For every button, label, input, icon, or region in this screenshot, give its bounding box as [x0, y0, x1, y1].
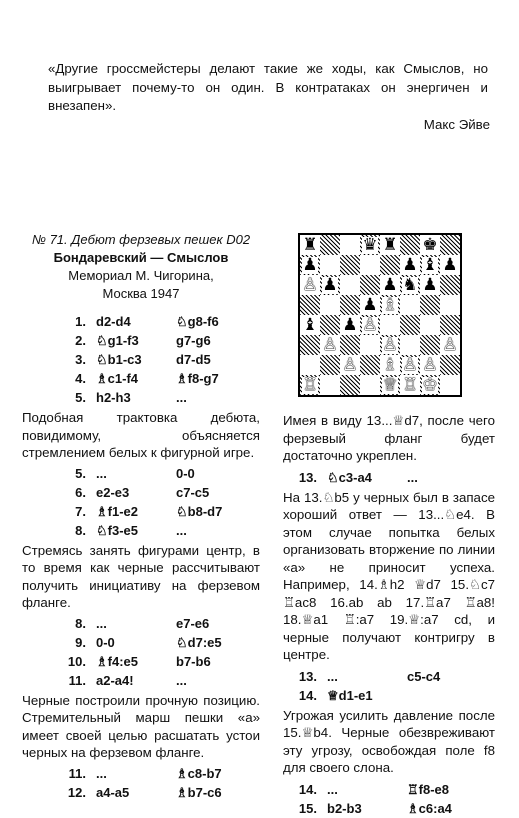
black-move: ♗b7-c6 [176, 784, 222, 800]
board-square [380, 315, 400, 335]
move-number: 13. [298, 668, 317, 684]
chess-piece [420, 375, 440, 395]
chess-piece-glyph: ♛ [362, 235, 378, 255]
move-row [58, 521, 296, 540]
move-number: 5. [75, 390, 86, 405]
moves-block-a [58, 312, 296, 407]
right-comment-2: На 13.♘b5 у черных был в запасе хороший ответ — 13...♘e4. В этом случае попытка белых организовать вторжение по линии «а» не приносит успеха. Например, 14.♗h2 ♕d7 15.♘c7 ♖ac8 16.ab ab 17.♖a7 ♖a8! 18.♕a1 ♖:a7 19.♕:a7 cd, и черные получают контригру в центре. [283, 489, 495, 662]
white-move: ♘b1-c3 [96, 352, 142, 367]
white-move: ♗f4:e5 [96, 653, 139, 669]
white-move: a2-a4! [96, 672, 134, 688]
board-square [320, 255, 340, 275]
move-number: 14. [298, 781, 317, 797]
chess-piece [400, 255, 420, 275]
epigraph-author: Макс Эйве [423, 117, 490, 132]
move-row [58, 388, 296, 407]
moves-block-c [58, 614, 296, 690]
board-square [360, 375, 380, 395]
move-number: 2. [75, 333, 86, 348]
chess-piece [440, 255, 460, 275]
board-square [300, 355, 320, 375]
chess-piece-glyph: ♜ [382, 235, 398, 255]
chess-piece-glyph: ♜ [302, 235, 318, 255]
board-square [360, 335, 380, 355]
move-number: 9. [75, 634, 86, 650]
black-move: c7-c5 [176, 484, 210, 500]
white-move: d2-d4 [96, 314, 131, 329]
chess-piece [400, 375, 420, 395]
black-move: ... [176, 522, 187, 538]
right-comment-3: Угрожая усилить давление после 15.♕b4. Черные обезвреживают эту угрозу, освобождая поле f8 для своего слона. [283, 707, 495, 775]
move-row [58, 350, 296, 369]
board-square [340, 335, 360, 355]
move-row [58, 614, 296, 633]
chess-piece-glyph: ♙ [382, 335, 398, 355]
event-line-1: Мемориал М. Чигорина, [68, 268, 214, 283]
black-move: ... [176, 390, 187, 405]
chess-piece [420, 255, 440, 275]
black-move: ♘g8-f6 [176, 314, 219, 329]
chess-piece [300, 375, 320, 395]
move-number: 11. [68, 672, 86, 688]
white-move: ... [96, 465, 107, 481]
board-square [360, 255, 380, 275]
board-square [400, 335, 420, 355]
chess-piece [400, 275, 420, 295]
chess-piece [360, 295, 380, 315]
move-row [58, 502, 296, 521]
black-move: 0-0 [176, 465, 195, 481]
chess-piece-glyph: ♙ [402, 355, 418, 375]
chess-piece [380, 275, 400, 295]
board-square [320, 355, 340, 375]
chess-piece-glyph: ♚ [422, 235, 438, 255]
board-square [440, 375, 460, 395]
board-square [320, 295, 340, 315]
left-column [22, 312, 260, 802]
chess-piece [300, 255, 320, 275]
chess-piece [380, 335, 400, 355]
board-square [420, 335, 440, 355]
board-square [420, 295, 440, 315]
black-move: e7-e6 [176, 615, 210, 631]
black-move: ♗c6:a4 [407, 800, 452, 816]
black-move: b7-b6 [176, 653, 211, 669]
board-square [360, 355, 380, 375]
black-move: d7-d5 [176, 352, 211, 367]
chess-piece [420, 355, 440, 375]
right-moves-b [289, 667, 501, 705]
white-move: ... [327, 781, 338, 797]
chess-piece [300, 275, 320, 295]
chess-piece-glyph: ♟ [362, 295, 378, 315]
chess-piece-glyph: ♟ [342, 315, 358, 335]
chess-piece-glyph: ♗ [382, 295, 398, 315]
board-square [320, 235, 340, 255]
move-13 [289, 468, 501, 487]
chess-piece [360, 315, 380, 335]
chess-piece [380, 375, 400, 395]
move-row [58, 483, 296, 502]
move-number: 12. [67, 784, 86, 800]
black-move: ♘d7:e5 [176, 634, 222, 650]
chess-piece [440, 335, 460, 355]
move-number: 14. [298, 687, 317, 703]
white-move: 0-0 [96, 634, 115, 650]
move-row [289, 468, 501, 487]
chess-piece [340, 315, 360, 335]
board-square [300, 335, 320, 355]
chess-piece [320, 275, 340, 295]
chess-piece [320, 335, 340, 355]
chess-piece [420, 235, 440, 255]
chess-piece [380, 355, 400, 375]
white-move: ... [327, 668, 338, 684]
chess-piece-glyph: ♟ [422, 275, 438, 295]
chess-piece-glyph: ♖ [302, 375, 318, 395]
white-move: ♘g1-f3 [96, 333, 139, 348]
moves-block-d [58, 764, 296, 802]
move-number: 11. [68, 765, 86, 781]
right-comment-1: Имея в виду 13...♕d7, после чего ферзевый фланг будет достаточно укреплен. [283, 413, 495, 463]
board-square [300, 295, 320, 315]
move-row [58, 783, 296, 802]
chess-piece-glyph: ♟ [442, 255, 458, 275]
chess-piece-glyph: ♝ [302, 315, 318, 335]
move-row [289, 799, 501, 818]
board-square [420, 315, 440, 335]
move-row [58, 464, 296, 483]
board-square [340, 295, 360, 315]
chess-piece [300, 315, 320, 335]
board-square [340, 375, 360, 395]
game-event [22, 267, 260, 303]
move-row [58, 331, 296, 350]
move-number: 1. [75, 314, 86, 329]
white-move: b2-b3 [327, 800, 362, 816]
chess-piece-glyph: ♙ [342, 355, 358, 375]
right-column [283, 412, 495, 818]
white-move: ♘c3-a4 [327, 469, 372, 485]
board-square [360, 275, 380, 295]
black-move: g7-g6 [176, 333, 211, 348]
board-square [340, 255, 360, 275]
chess-piece-glyph: ♞ [402, 275, 418, 295]
move-row [289, 667, 501, 686]
chess-board [298, 233, 462, 397]
black-move: ♗f8-g7 [176, 371, 219, 386]
chess-piece-glyph: ♔ [422, 375, 438, 395]
board-square [400, 295, 420, 315]
move-row [289, 780, 501, 799]
black-move: ... [407, 469, 418, 485]
epigraph: «Другие гроссмейстеры делают такие же ходы, как Смыслов, но выигрывает почему-то он один. В контратаках он энергичен и внезапен». [48, 61, 488, 113]
event-line-2: Москва 1947 [102, 286, 180, 301]
board-square [440, 235, 460, 255]
board-square [440, 355, 460, 375]
chess-piece [340, 355, 360, 375]
move-row [58, 671, 296, 690]
chess-piece [380, 235, 400, 255]
white-move: a4-a5 [96, 784, 130, 800]
move-number: 15. [298, 800, 317, 816]
comment-2: Стремясь занять фигурами центр, в то время как черные рассчитывают получить инициативу на ферзевом фланге. [22, 542, 260, 610]
move-row [58, 633, 296, 652]
move-row [289, 686, 501, 705]
chess-piece-glyph: ♙ [362, 315, 378, 335]
white-move: ♗c1-f4 [96, 371, 139, 386]
chess-piece-glyph: ♕ [382, 375, 398, 395]
white-move: ♕d1-e1 [327, 687, 373, 703]
chess-piece-glyph: ♝ [422, 255, 438, 275]
move-number: 7. [75, 503, 86, 519]
chess-piece-glyph: ♙ [422, 355, 438, 375]
chess-piece [420, 275, 440, 295]
move-number: 8. [75, 615, 86, 631]
board-square [400, 315, 420, 335]
chess-piece-glyph: ♗ [382, 355, 398, 375]
move-row [58, 652, 296, 671]
comment-1: Подобная трактовка дебюта, повидимому, объясняется стремлением белых к фигурной игре. [22, 410, 260, 460]
black-move: ... [176, 672, 187, 688]
board-square [380, 255, 400, 275]
chess-piece-glyph: ♙ [322, 335, 338, 355]
chess-piece-glyph: ♖ [402, 375, 418, 395]
comment-3: Черные построили прочную позицию. Стремительный марш пешки «а» имеет своей целью расшатать устои черных на ферзевом фланге. [22, 692, 260, 760]
chess-piece [360, 235, 380, 255]
chess-piece-glyph: ♙ [442, 335, 458, 355]
move-number: 8. [75, 522, 86, 538]
move-row [58, 312, 296, 331]
move-row [58, 369, 296, 388]
move-number: 6. [75, 484, 86, 500]
move-row [58, 764, 296, 783]
move-number: 5. [75, 465, 86, 481]
chess-piece-glyph: ♟ [402, 255, 418, 275]
board-square [320, 375, 340, 395]
board-square [400, 235, 420, 255]
chess-piece [400, 355, 420, 375]
move-number: 13. [298, 469, 317, 485]
game-title: № 71. Дебют ферзевых пешек D02 [31, 232, 251, 247]
board-square [340, 275, 360, 295]
white-move: ♗f1-e2 [96, 503, 139, 519]
black-move: ♖f8-e8 [407, 781, 450, 797]
white-move: h2-h3 [96, 390, 131, 405]
chess-piece-glyph: ♙ [302, 275, 318, 295]
move-number: 10. [67, 653, 86, 669]
black-move: ♘b8-d7 [176, 503, 223, 519]
right-moves-c [289, 780, 501, 818]
chess-piece [380, 295, 400, 315]
chess-piece-glyph: ♟ [382, 275, 398, 295]
black-move: ♗c8-b7 [176, 765, 222, 781]
white-move: ... [96, 615, 107, 631]
black-move: c5-c4 [407, 668, 441, 684]
chess-piece-glyph: ♟ [322, 275, 338, 295]
moves-block-b [58, 464, 296, 540]
white-move: ... [96, 765, 107, 781]
game-players: Бондаревский — Смыслов [53, 250, 229, 265]
board-square [440, 315, 460, 335]
move-number: 3. [75, 352, 86, 367]
white-move: e2-e3 [96, 484, 130, 500]
chess-piece-glyph: ♟ [302, 255, 318, 275]
board-square [340, 235, 360, 255]
white-move: ♘f3-e5 [96, 522, 139, 538]
board-square [440, 275, 460, 295]
board-square [440, 295, 460, 315]
chess-piece [300, 235, 320, 255]
board-square [320, 315, 340, 335]
move-number: 4. [75, 371, 86, 386]
